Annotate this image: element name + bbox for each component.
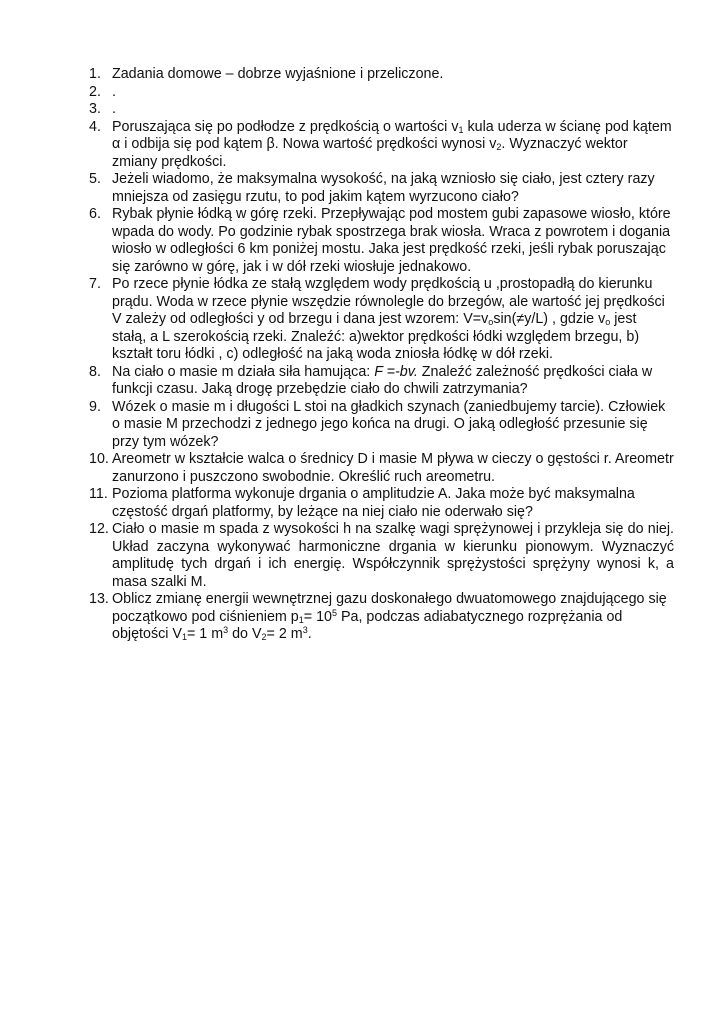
item-number: 9. [89, 398, 101, 415]
text-segment: sin(≠y/L) , gdzie v [493, 311, 606, 327]
list-item [89, 591, 674, 644]
subscript: o [488, 317, 494, 327]
item-text [112, 119, 674, 172]
subscript: 1 [181, 632, 187, 642]
subscript: o [605, 317, 611, 327]
list-item [89, 521, 674, 591]
text-segment: = 2 m [266, 626, 303, 642]
subscript: 1 [458, 124, 464, 135]
item-text: Zadania domowe – dobrze wyjaśnione i przeliczone. [112, 66, 444, 82]
item-text: Rybak płynie łódką w górę rzeki. Przepływając pod mostem gubi zapasowe wiosło, które wpada do wody. Po godzinie rybak spostrzega brak wiosła. Wraca z powrotem i dogania wiosło w odległości 6 km poniżej mostu. Jaka jest prędkość rzeki, jeśli rybak poruszając się zarówno w górę, jak i w dół rzeki wiosłuje jednakowo. [112, 206, 671, 275]
text-segment: Poruszająca się po podłodze z prędkością o wartości v [112, 118, 459, 135]
subscript: 2 [261, 632, 267, 642]
list-item [89, 101, 674, 119]
problem-list [89, 66, 674, 644]
text-segment: Pa, podczas adiabatycznego rozprężania od objętości V [112, 608, 623, 642]
text-segment: . Wyznaczyć wektor zmiany prędkości. [112, 136, 628, 170]
item-text [112, 276, 674, 364]
item-text [112, 591, 674, 644]
item-number: 4. [89, 118, 101, 135]
text-segment: Na ciało o masie m działa siła hamująca: [112, 363, 375, 380]
list-item [89, 66, 674, 84]
superscript: 5 [332, 607, 338, 618]
item-number: 3. [89, 101, 101, 117]
list-item [89, 171, 674, 206]
item-text: Pozioma platforma wykonuje drgania o amplitudzie A. Jaka może być maksymalna częstość drgań platformy, by leżące na niej ciało nie oderwało się? [112, 486, 635, 520]
superscript: 3 [223, 625, 229, 635]
list-item [89, 451, 674, 486]
text-segment: do V [228, 626, 262, 642]
item-text: Areometr w kształcie walca o średnicy D i masie M pływa w cieczy o gęstości r. Areometr zanurzono i puszczono swobodnie. Określić ruch areometru. [112, 451, 674, 485]
item-text [112, 364, 674, 399]
item-number: 10. [89, 451, 109, 467]
item-number: 2. [89, 83, 101, 100]
item-number: 7. [89, 276, 101, 292]
text-segment: Znaleźć zależność prędkości ciała w funkcji czasu. Jaką drogę przebędzie ciało do chwili zatrzymania? [112, 363, 653, 397]
text-segment: kula uderza w ścianę pod kątem α i odbija się pod kątem β. Nowa wartość prędkości wynosi v [112, 118, 672, 152]
list-item [89, 276, 674, 364]
item-number: 8. [89, 363, 101, 380]
list-item [89, 486, 674, 521]
item-number: 1. [89, 66, 101, 82]
text-segment: Oblicz zmianę energii wewnętrznej gazu doskonałego dwuatomowego znajdującego się początkowo pod ciśnieniem p [112, 591, 667, 625]
list-item [89, 119, 674, 172]
subscript: 2 [496, 142, 502, 152]
item-number: 11. [89, 486, 108, 502]
superscript: 3 [302, 625, 308, 635]
item-text: . [112, 101, 116, 117]
list-item [89, 206, 674, 276]
item-number: 12. [89, 521, 109, 537]
item-text: Jeżeli wiadomo, że maksymalna wysokość, na jaką wzniosło się ciało, jest cztery razy mniejsza od zasięgu rzutu, to pod jakim kątem wyrzucono ciało? [112, 171, 655, 205]
list-item [89, 84, 674, 102]
text-segment: Po rzece płynie łódka ze stałą względem wody prędkością u ,prostopadłą do kierunku prądu. Woda w rzece płynie wszędzie równolegle do brzegów, ale wartość jej prędkości V zależy od odległości y od brzegu i dana jest wzorem: V=v [112, 276, 665, 327]
text-segment: jest stałą, a L szerokością rzeki. Znaleźć: a)wektor prędkości łódki względem brzegu, b) kształt toru łódki , c) odległość na jaką woda zniosła łódkę w dół rzeki. [112, 311, 640, 362]
text-segment: . [307, 626, 312, 642]
list-item [89, 364, 674, 399]
item-text: . [112, 83, 116, 100]
list-item [89, 399, 674, 452]
item-number: 13. [89, 591, 109, 607]
text-segment: = 1 m [186, 626, 224, 642]
formula: F =-bv. [374, 363, 418, 380]
item-number: 6. [89, 206, 101, 222]
item-text: Wózek o masie m i długości L stoi na gładkich szynach (zaniedbujemy tarcie). Człowiek o masie M przechodzi z jednego jego końca na drugi. O jaką odległość przesunie się przy tym wózek? [112, 398, 666, 450]
text-segment: = 10 [303, 608, 333, 625]
item-number: 5. [89, 171, 101, 187]
subscript: 1 [298, 614, 304, 625]
item-text: Ciało o masie m spada z wysokości h na szalkę wagi sprężynowej i przykleja się do niej. Układ zaczyna wykonywać harmoniczne drgania w kierunku pionowym. Wyznaczyć amplitudę tych drgań i ich energię. Współczynnik sprężystości sprężyny wynosi k, a masa szalki M. [112, 521, 674, 590]
